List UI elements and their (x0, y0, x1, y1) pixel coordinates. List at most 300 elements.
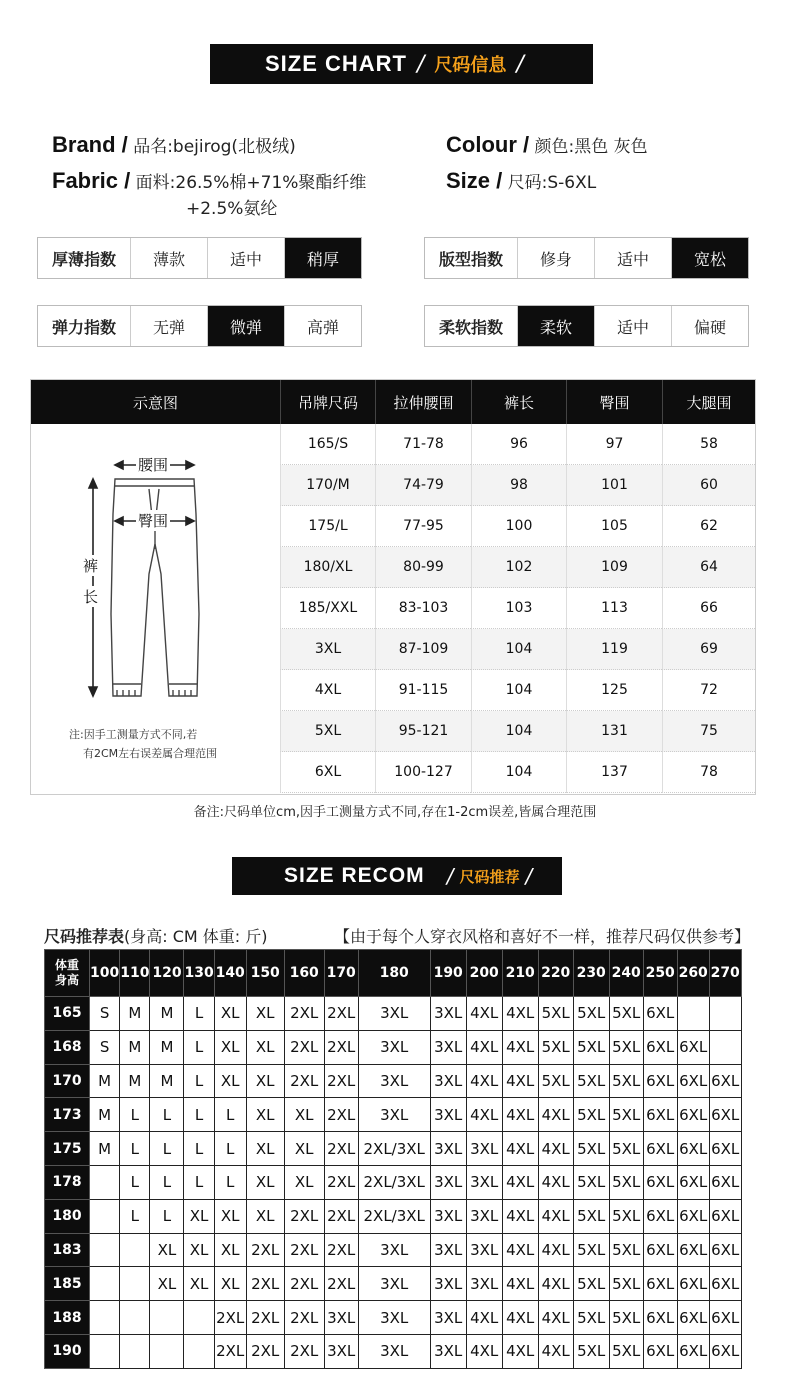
recommend-cell: 3XL (358, 1098, 430, 1132)
recommend-cell: 6XL (709, 1301, 741, 1335)
colour-info (446, 132, 648, 158)
recommend-cell (90, 1334, 120, 1368)
recommend-cell: M (90, 1098, 120, 1132)
size-value: 尺码:S-6XL (507, 173, 597, 193)
table-cell: 75 (662, 711, 755, 752)
table-cell: 109 (566, 547, 662, 588)
recommend-cell: 3XL (430, 1165, 466, 1199)
diagram-note-2: 有2CM左右误差属合理范围 (83, 747, 218, 760)
recommend-cell: 4XL (502, 1030, 538, 1064)
recommend-cell: 3XL (430, 1301, 466, 1335)
table-row (280, 752, 755, 793)
recommend-cell: 6XL (677, 1098, 709, 1132)
recommend-cell: 5XL (573, 1132, 609, 1166)
table-cell: 131 (566, 711, 662, 752)
recommend-cell (120, 1267, 150, 1301)
recommend-cell: 6XL (709, 1132, 741, 1166)
recommend-cell: XL (246, 1030, 284, 1064)
recommend-cell: XL (284, 1098, 324, 1132)
colour-label: Colour / (446, 132, 530, 157)
weight-header: 170 (324, 950, 358, 997)
recommend-cell: 5XL (538, 997, 573, 1031)
recommend-cell: 5XL (573, 1267, 609, 1301)
recommend-cell: 3XL (430, 1064, 466, 1098)
height-header: 168 (45, 1030, 90, 1064)
recommend-cell: L (214, 1098, 246, 1132)
recommend-cell (184, 1334, 214, 1368)
recommend-cell (90, 1165, 120, 1199)
recommend-cell: 3XL (430, 1233, 466, 1267)
table-cell: 64 (662, 547, 755, 588)
table-cell: 6XL (280, 752, 375, 793)
recommend-cell: 6XL (709, 1064, 741, 1098)
recommend-cell: 4XL (538, 1233, 573, 1267)
weight-header: 120 (150, 950, 184, 997)
recommend-cell: 5XL (609, 1267, 643, 1301)
recommend-cell: 3XL (466, 1199, 502, 1233)
recommend-cell: 3XL (358, 1334, 430, 1368)
recommend-cell: L (184, 1030, 214, 1064)
recommend-row (45, 1199, 742, 1233)
table-cell: 91-115 (375, 670, 471, 711)
recommend-cell: 5XL (573, 1064, 609, 1098)
recommend-cell (90, 1233, 120, 1267)
table-cell: 119 (566, 629, 662, 670)
recommend-cell (120, 1233, 150, 1267)
recommend-cell: S (90, 1030, 120, 1064)
corner-height: 身高 (54, 973, 79, 987)
recommend-cell: 4XL (502, 1098, 538, 1132)
recom-title-en: SIZE RECOM (284, 864, 425, 887)
recommend-cell: 4XL (466, 1030, 502, 1064)
size-table (30, 379, 756, 795)
recommend-cell: 2XL (214, 1334, 246, 1368)
recommend-cell: 6XL (709, 1098, 741, 1132)
size-table-header (31, 380, 755, 424)
header-title-en: SIZE CHART (265, 51, 407, 76)
recommend-cell: 4XL (538, 1267, 573, 1301)
recom-slash: / (525, 864, 533, 888)
index-label: 柔软指数 (438, 317, 503, 337)
recommend-cell: L (120, 1165, 150, 1199)
recommend-cell: 2XL (284, 997, 324, 1031)
brand-label: Brand / (52, 132, 128, 157)
recommend-cell: XL (150, 1233, 184, 1267)
weight-header: 130 (184, 950, 214, 997)
recommend-cell: 3XL (466, 1132, 502, 1166)
table-cell: 175/L (280, 506, 375, 547)
recommend-cell: 3XL (430, 997, 466, 1031)
header-title-cn: 尺码信息 (434, 55, 507, 76)
recommend-cell: 5XL (609, 1301, 643, 1335)
weight-header: 150 (246, 950, 284, 997)
recommend-cell: XL (246, 997, 284, 1031)
table-cell: 97 (566, 424, 662, 465)
recommend-cell: 2XL/3XL (358, 1199, 430, 1233)
recommend-cell: 5XL (573, 1165, 609, 1199)
recommend-cell (120, 1301, 150, 1335)
recommend-cell: 2XL (246, 1267, 284, 1301)
recommend-cell: 5XL (609, 1199, 643, 1233)
diagram-note-1: 注:因手工测量方式不同,若 (69, 728, 198, 741)
table-cell: 105 (566, 506, 662, 547)
recommend-cell: XL (214, 1233, 246, 1267)
recommend-cell: 5XL (573, 1301, 609, 1335)
recommend-header-row (45, 950, 742, 997)
index-option: 宽松 (671, 238, 748, 278)
recommend-cell: 3XL (358, 1064, 430, 1098)
size-note: 备注:尺码单位cm,因手工测量方式不同,存在1-2cm误差,皆属合理范围 (193, 805, 597, 820)
recommend-cell: 6XL (643, 1267, 677, 1301)
table-cell: 58 (662, 424, 755, 465)
table-cell: 100 (471, 506, 566, 547)
table-cell: 5XL (280, 711, 375, 752)
index-thickness (37, 237, 362, 279)
weight-header: 180 (358, 950, 430, 997)
recommend-cell: 2XL (284, 1030, 324, 1064)
recommend-cell: M (120, 1030, 150, 1064)
recommend-cell: XL (150, 1267, 184, 1301)
recommend-cell: XL (246, 1132, 284, 1166)
table-cell: 4XL (280, 670, 375, 711)
recommend-cell: 4XL (466, 1334, 502, 1368)
table-cell: 113 (566, 588, 662, 629)
col-header: 裤长 (471, 380, 566, 424)
recommend-cell: 6XL (677, 1301, 709, 1335)
recommend-cell: XL (214, 1199, 246, 1233)
index-label: 厚薄指数 (51, 249, 116, 269)
recommend-cell: XL (246, 1165, 284, 1199)
weight-header: 260 (677, 950, 709, 997)
table-cell: 104 (471, 670, 566, 711)
recommend-cell: M (150, 1064, 184, 1098)
recommend-cell: L (184, 1064, 214, 1098)
height-header: 178 (45, 1165, 90, 1199)
recommend-cell: 2XL (324, 1132, 358, 1166)
recommend-cell: 6XL (643, 1334, 677, 1368)
recommend-cell: 6XL (677, 1233, 709, 1267)
table-cell: 80-99 (375, 547, 471, 588)
length-label-2: 长 (83, 588, 99, 606)
size-chart-header (210, 44, 593, 84)
recommend-cell: 4XL (538, 1334, 573, 1368)
weight-header: 240 (609, 950, 643, 997)
recommend-cell: 2XL (284, 1267, 324, 1301)
recommend-cell: 2XL (246, 1233, 284, 1267)
recommend-cell: XL (246, 1064, 284, 1098)
recommend-cell: 5XL (609, 997, 643, 1031)
index-option: 修身 (517, 238, 594, 278)
height-header: 180 (45, 1199, 90, 1233)
table-cell: 69 (662, 629, 755, 670)
recommend-cell: XL (214, 1267, 246, 1301)
recommend-cell: XL (284, 1165, 324, 1199)
recommend-cell: L (214, 1132, 246, 1166)
recommend-cell: 5XL (538, 1064, 573, 1098)
recommend-cell: 5XL (609, 1030, 643, 1064)
table-cell: 98 (471, 465, 566, 506)
recom-caption-title: 尺码推荐表 (44, 927, 125, 946)
recommend-row (45, 1301, 742, 1335)
height-header: 188 (45, 1301, 90, 1335)
table-cell: 71-78 (375, 424, 471, 465)
recommend-row (45, 1334, 742, 1368)
recommend-cell: L (120, 1132, 150, 1166)
index-option: 薄款 (130, 238, 207, 278)
recommend-cell: 2XL (324, 1165, 358, 1199)
recommend-cell: 3XL (466, 1165, 502, 1199)
table-cell: 103 (471, 588, 566, 629)
weight-header: 100 (90, 950, 120, 997)
recommend-cell: 6XL (709, 1199, 741, 1233)
recommend-cell: 2XL (214, 1301, 246, 1335)
recommend-cell: 6XL (643, 1233, 677, 1267)
table-cell: 125 (566, 670, 662, 711)
recommend-cell: 3XL (430, 1267, 466, 1301)
table-cell: 78 (662, 752, 755, 793)
table-cell: 102 (471, 547, 566, 588)
index-option: 柔软 (517, 306, 594, 346)
table-row (280, 424, 755, 465)
recommend-table (44, 949, 742, 1369)
recommend-cell: 5XL (573, 1030, 609, 1064)
recommend-cell: 6XL (677, 1165, 709, 1199)
recommend-cell: M (90, 1064, 120, 1098)
brand-info (52, 132, 296, 158)
table-cell: 87-109 (375, 629, 471, 670)
recommend-cell: 5XL (573, 1098, 609, 1132)
recommend-cell: L (150, 1199, 184, 1233)
recommend-cell: M (150, 997, 184, 1031)
recommend-cell: L (184, 1165, 214, 1199)
recommend-cell: 3XL (358, 1030, 430, 1064)
recommend-cell: 2XL (246, 1301, 284, 1335)
recommend-cell: 5XL (573, 1334, 609, 1368)
recommend-cell: 3XL (358, 1301, 430, 1335)
recommend-cell: M (90, 1132, 120, 1166)
recommend-cell: XL (184, 1233, 214, 1267)
table-row (280, 629, 755, 670)
recommend-cell (677, 997, 709, 1031)
recommend-cell: 6XL (709, 1334, 741, 1368)
table-cell: 104 (471, 752, 566, 793)
recommend-cell (120, 1334, 150, 1368)
recommend-cell: 2XL (324, 1098, 358, 1132)
col-header: 大腿围 (662, 380, 755, 424)
brand-value: 品名:bejirog(北极绒) (133, 137, 296, 157)
recommend-cell (709, 997, 741, 1031)
recommend-cell: L (184, 997, 214, 1031)
recommend-cell: 2XL (324, 997, 358, 1031)
recommend-cell: 3XL (358, 1233, 430, 1267)
table-cell: 3XL (280, 629, 375, 670)
recommend-cell: 6XL (677, 1132, 709, 1166)
recommend-cell: 5XL (609, 1098, 643, 1132)
table-cell: 170/M (280, 465, 375, 506)
recommend-cell: 6XL (643, 1132, 677, 1166)
recommend-cell: 6XL (677, 1030, 709, 1064)
height-header: 170 (45, 1064, 90, 1098)
col-header: 拉伸腰围 (375, 380, 471, 424)
weight-header: 250 (643, 950, 677, 997)
table-row (280, 506, 755, 547)
recommend-cell: 5XL (609, 1132, 643, 1166)
index-option: 稍厚 (284, 238, 361, 278)
recommend-cell: 4XL (502, 1334, 538, 1368)
recommend-cell: 2XL/3XL (358, 1165, 430, 1199)
recommend-cell: 4XL (466, 997, 502, 1031)
fabric-value-2: +2.5%氨纶 (186, 199, 278, 219)
recommend-cell: 3XL (430, 1030, 466, 1064)
recommend-cell: XL (184, 1199, 214, 1233)
recommend-cell: 4XL (502, 997, 538, 1031)
recommend-cell: 6XL (643, 1098, 677, 1132)
recom-title-cn: 尺码推荐 (459, 867, 520, 886)
recommend-cell: 6XL (677, 1199, 709, 1233)
recommend-cell: 4XL (466, 1098, 502, 1132)
index-option: 适中 (594, 306, 671, 346)
weight-header: 220 (538, 950, 573, 997)
recommend-row (45, 1233, 742, 1267)
recommend-cell: L (120, 1098, 150, 1132)
size-table-rows (280, 424, 755, 794)
recommend-cell: 2XL (284, 1199, 324, 1233)
recommend-cell: 2XL (324, 1199, 358, 1233)
table-cell: 72 (662, 670, 755, 711)
recommend-cell: 6XL (643, 1064, 677, 1098)
recommend-cell: 4XL (538, 1301, 573, 1335)
recommend-cell: 6XL (677, 1267, 709, 1301)
height-header: 190 (45, 1334, 90, 1368)
size-label: Size / (446, 168, 503, 193)
recommend-cell: 5XL (573, 997, 609, 1031)
recommend-row (45, 1064, 742, 1098)
table-cell: 66 (662, 588, 755, 629)
recommend-cell (150, 1334, 184, 1368)
recom-slash: / (446, 864, 454, 888)
table-cell: 77-95 (375, 506, 471, 547)
recommend-cell: 2XL (324, 1030, 358, 1064)
recommend-row (45, 997, 742, 1031)
index-option: 微弹 (207, 306, 284, 346)
recommend-cell: 5XL (609, 1064, 643, 1098)
recommend-cell: 3XL (430, 1334, 466, 1368)
recommend-cell: XL (184, 1267, 214, 1301)
table-cell: 104 (471, 629, 566, 670)
recommend-cell: 2XL (284, 1334, 324, 1368)
recommend-cell (150, 1301, 184, 1335)
recommend-cell: 6XL (643, 1199, 677, 1233)
recommend-cell: 2XL (324, 1233, 358, 1267)
recommend-cell: 6XL (709, 1233, 741, 1267)
recommend-row (45, 1030, 742, 1064)
recommend-cell: 3XL (466, 1233, 502, 1267)
height-header: 165 (45, 997, 90, 1031)
recommend-cell: 6XL (643, 1165, 677, 1199)
recommend-cell: 4XL (502, 1267, 538, 1301)
recommend-cell: L (184, 1132, 214, 1166)
index-label: 弹力指数 (51, 317, 116, 337)
recommend-cell: 3XL (466, 1267, 502, 1301)
fabric-info (52, 168, 366, 194)
recommend-cell: 5XL (538, 1030, 573, 1064)
recommend-cell: 2XL (324, 1267, 358, 1301)
recommend-cell (90, 1199, 120, 1233)
weight-header: 140 (214, 950, 246, 997)
length-label-1: 裤 (83, 557, 99, 575)
recom-caption-units: (身高: CM 体重: 斤) (124, 927, 268, 946)
recommend-cell: 6XL (677, 1064, 709, 1098)
index-fit (424, 237, 749, 279)
weight-header: 210 (502, 950, 538, 997)
table-cell: 96 (471, 424, 566, 465)
recommend-cell: 3XL (358, 1267, 430, 1301)
recommend-cell: 6XL (643, 1030, 677, 1064)
height-header: 185 (45, 1267, 90, 1301)
recommend-cell: 3XL (324, 1334, 358, 1368)
recommend-cell: 3XL (430, 1199, 466, 1233)
corner-weight: 体重 (54, 958, 79, 972)
recommend-cell: 4XL (538, 1199, 573, 1233)
corner-header (45, 950, 90, 997)
index-option: 适中 (594, 238, 671, 278)
recommend-cell: 3XL (358, 997, 430, 1031)
table-cell: 180/XL (280, 547, 375, 588)
recommend-cell: 4XL (502, 1165, 538, 1199)
height-header: 175 (45, 1132, 90, 1166)
index-option: 偏硬 (671, 306, 748, 346)
fabric-label: Fabric / (52, 168, 131, 193)
table-cell: 62 (662, 506, 755, 547)
recommend-cell (184, 1301, 214, 1335)
recommend-cell: 6XL (677, 1334, 709, 1368)
table-cell: 95-121 (375, 711, 471, 752)
table-cell: 83-103 (375, 588, 471, 629)
recommend-cell: 2XL (324, 1064, 358, 1098)
weight-header: 200 (466, 950, 502, 997)
index-label: 版型指数 (438, 249, 503, 269)
recommend-cell: XL (214, 997, 246, 1031)
recommend-cell: S (90, 997, 120, 1031)
table-row (280, 670, 755, 711)
recommend-cell: M (120, 997, 150, 1031)
height-header: 173 (45, 1098, 90, 1132)
recommend-cell: 2XL (284, 1301, 324, 1335)
index-softness (424, 305, 749, 347)
recommend-row (45, 1098, 742, 1132)
recommend-cell: M (150, 1030, 184, 1064)
header-slash: / (516, 51, 524, 77)
table-cell: 165/S (280, 424, 375, 465)
hip-label: 臀围 (138, 512, 169, 530)
recom-caption (44, 924, 751, 947)
size-info (446, 168, 596, 194)
header-slash: / (417, 51, 425, 77)
weight-header: 160 (284, 950, 324, 997)
weight-header: 110 (120, 950, 150, 997)
recommend-cell: 4XL (502, 1132, 538, 1166)
col-header: 示意图 (132, 393, 178, 412)
recommend-cell: 4XL (538, 1165, 573, 1199)
recommend-cell: XL (246, 1199, 284, 1233)
recommend-cell: 5XL (609, 1165, 643, 1199)
index-elasticity (37, 305, 362, 347)
recommend-row (45, 1267, 742, 1301)
recommend-cell: 2XL (284, 1064, 324, 1098)
size-recom-header (232, 857, 562, 895)
recommend-cell: XL (214, 1064, 246, 1098)
recommend-cell: 4XL (502, 1233, 538, 1267)
